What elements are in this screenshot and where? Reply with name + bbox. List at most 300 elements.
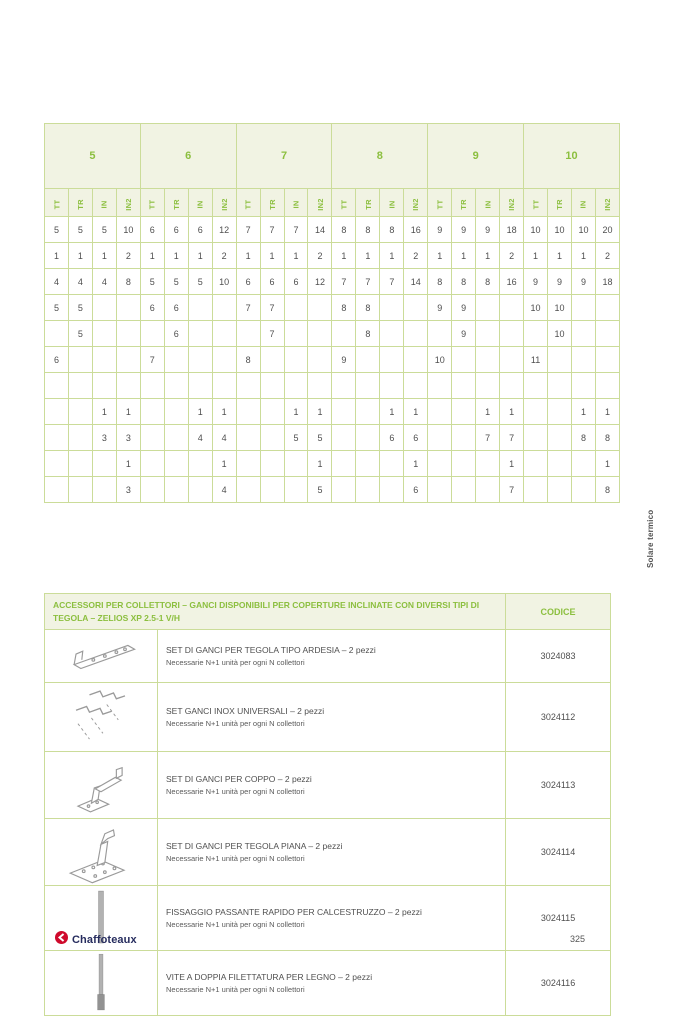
matrix-cell: 6 [45,347,69,373]
matrix-cell: 2 [308,243,332,269]
matrix-group-header: 8 [332,124,428,189]
matrix-cell: 1 [236,243,260,269]
matrix-cell [404,295,428,321]
matrix-cell [548,477,572,503]
matrix-cell [476,451,500,477]
matrix-cell [92,295,116,321]
matrix-cell [140,451,164,477]
matrix-cell [68,477,92,503]
matrix-cell: 1 [500,399,524,425]
matrix-data-row [45,451,620,477]
matrix-cell: 8 [595,425,619,451]
matrix-cell [356,425,380,451]
matrix-subcolumn-header: TR [164,189,188,217]
matrix-cell: 8 [571,425,595,451]
chaffoteaux-logo-icon [55,931,68,949]
matrix-cell: 1 [260,243,284,269]
matrix-subcolumn-header: TR [68,189,92,217]
matrix-cell [380,347,404,373]
matrix-data-row [45,217,620,243]
matrix-cell [476,347,500,373]
matrix-cell: 8 [380,217,404,243]
matrix-cell [548,373,572,399]
matrix-cell: 10 [524,217,548,243]
matrix-cell: 8 [116,269,140,295]
matrix-cell [428,373,452,399]
matrix-cell [524,425,548,451]
matrix-cell [92,451,116,477]
matrix-cell [92,347,116,373]
roof-hook-ardesia-icon [45,630,158,683]
matrix-cell [452,425,476,451]
matrix-subcolumn-header: IN2 [116,189,140,217]
matrix-cell: 1 [476,243,500,269]
hooks-quantity-matrix [44,123,620,503]
matrix-cell: 1 [571,243,595,269]
matrix-cell: 9 [452,295,476,321]
matrix-cell [452,373,476,399]
accessory-description [158,630,506,683]
brand-logo [55,931,137,949]
matrix-cell: 7 [260,295,284,321]
matrix-cell [356,477,380,503]
matrix-cell: 6 [164,321,188,347]
matrix-subcolumn-header: IN [92,189,116,217]
accessory-code: 3024112 [506,683,611,752]
matrix-cell [595,321,619,347]
matrix-cell: 10 [548,217,572,243]
matrix-subcolumn-header: IN2 [404,189,428,217]
matrix-cell: 1 [476,399,500,425]
matrix-cell [284,321,308,347]
accessory-note: Necessarie N+1 unità per ogni N collettori [166,984,305,994]
matrix-cell [548,399,572,425]
hooks-quantity-matrix-section [44,123,620,503]
matrix-cell: 7 [140,347,164,373]
matrix-data-row [45,269,620,295]
matrix-cell: 1 [284,243,308,269]
matrix-cell [571,295,595,321]
matrix-cell [45,425,69,451]
matrix-data-row [45,321,620,347]
matrix-subcolumn-header: IN [571,189,595,217]
matrix-cell [548,425,572,451]
matrix-data-row [45,295,620,321]
matrix-cell: 7 [500,425,524,451]
matrix-subcolumn-header: TT [524,189,548,217]
matrix-cell: 5 [92,217,116,243]
matrix-cell: 16 [500,269,524,295]
matrix-cell [500,347,524,373]
matrix-cell [404,321,428,347]
matrix-cell: 5 [68,321,92,347]
matrix-group-header: 6 [140,124,236,189]
matrix-cell [260,477,284,503]
matrix-cell: 1 [212,451,236,477]
matrix-cell [308,295,332,321]
matrix-cell: 6 [164,295,188,321]
matrix-cell [68,347,92,373]
matrix-cell [595,295,619,321]
matrix-subcolumn-header: TR [356,189,380,217]
matrix-cell [140,321,164,347]
matrix-cell: 9 [452,217,476,243]
matrix-cell [164,425,188,451]
matrix-cell: 1 [188,243,212,269]
section-side-label: Solare termico [646,509,655,568]
matrix-cell [188,451,212,477]
accessory-name: VITE A DOPPIA FILETTATURA PER LEGNO – 2 pezzi [166,972,373,982]
matrix-cell [164,399,188,425]
matrix-cell: 9 [476,217,500,243]
matrix-cell: 7 [236,295,260,321]
accessory-code: 3024113 [506,752,611,819]
matrix-cell [571,347,595,373]
matrix-cell: 1 [452,243,476,269]
accessory-code: 3024115 [506,886,611,951]
matrix-cell [236,425,260,451]
matrix-cell [500,373,524,399]
roof-hook-flat-tile-icon [45,819,158,886]
matrix-subcolumn-header: IN [188,189,212,217]
roof-hook-coppo-icon [45,752,158,819]
matrix-cell: 1 [116,451,140,477]
matrix-cell: 5 [164,269,188,295]
matrix-cell: 4 [92,269,116,295]
matrix-cell: 5 [68,217,92,243]
matrix-subcolumn-header: IN [476,189,500,217]
matrix-cell: 7 [332,269,356,295]
matrix-cell [68,373,92,399]
matrix-cell: 1 [380,243,404,269]
matrix-cell [356,399,380,425]
matrix-cell: 5 [68,295,92,321]
matrix-data-row [45,425,620,451]
matrix-cell [260,373,284,399]
matrix-subcolumn-header: TT [45,189,69,217]
matrix-cell [45,399,69,425]
matrix-cell [92,321,116,347]
matrix-cell: 9 [452,321,476,347]
matrix-data-row [45,399,620,425]
matrix-cell: 1 [308,399,332,425]
matrix-subcolumn-header: TT [140,189,164,217]
matrix-cell [428,321,452,347]
matrix-subcolumn-header: TT [428,189,452,217]
matrix-cell [188,347,212,373]
matrix-cell [68,399,92,425]
matrix-cell [236,321,260,347]
matrix-cell: 10 [212,269,236,295]
matrix-cell: 1 [500,451,524,477]
matrix-cell: 4 [68,269,92,295]
matrix-cell: 9 [571,269,595,295]
matrix-cell: 8 [332,217,356,243]
matrix-cell: 8 [356,321,380,347]
matrix-cell [428,451,452,477]
matrix-cell [116,295,140,321]
matrix-cell: 1 [212,399,236,425]
matrix-cell: 5 [308,425,332,451]
matrix-cell [404,373,428,399]
matrix-cell [571,477,595,503]
matrix-cell [380,373,404,399]
matrix-cell [595,373,619,399]
matrix-cell: 8 [356,295,380,321]
roof-hooks-inox-universal-icon [45,683,158,752]
matrix-cell: 1 [188,399,212,425]
matrix-subcolumn-header: IN2 [595,189,619,217]
matrix-cell [308,347,332,373]
matrix-cell: 6 [236,269,260,295]
accessory-description [158,819,506,886]
matrix-subcolumn-header: TT [236,189,260,217]
matrix-cell [260,425,284,451]
matrix-cell: 1 [428,243,452,269]
matrix-cell [164,347,188,373]
matrix-group-header: 5 [45,124,141,189]
accessory-description [158,886,506,951]
matrix-cell [68,451,92,477]
matrix-cell [428,399,452,425]
matrix-cell: 10 [548,295,572,321]
accessory-note: Necessarie N+1 unità per ogni N collettori [166,718,305,728]
matrix-cell [500,321,524,347]
matrix-cell: 1 [92,243,116,269]
matrix-group-header: 9 [428,124,524,189]
matrix-subcolumn-header: IN [284,189,308,217]
matrix-cell [212,373,236,399]
matrix-cell: 12 [308,269,332,295]
matrix-cell: 9 [428,217,452,243]
accessory-note: Necessarie N+1 unità per ogni N collettori [166,786,305,796]
matrix-cell: 1 [116,399,140,425]
accessory-row [45,951,611,1016]
matrix-cell: 9 [524,269,548,295]
matrix-cell [45,451,69,477]
matrix-cell: 7 [260,321,284,347]
matrix-subcolumn-header: IN2 [308,189,332,217]
matrix-cell [332,399,356,425]
matrix-cell: 10 [428,347,452,373]
matrix-subcolumn-header: IN2 [212,189,236,217]
matrix-subcolumn-header: TT [332,189,356,217]
matrix-cell: 10 [548,321,572,347]
matrix-cell [164,477,188,503]
accessory-note: Necessarie N+1 unità per ogni N collettori [166,919,305,929]
matrix-data-row [45,373,620,399]
matrix-cell [452,451,476,477]
matrix-cell [452,347,476,373]
accessories-header-row [45,594,611,630]
matrix-subheader-row [45,189,620,217]
matrix-cell [140,373,164,399]
matrix-cell: 4 [45,269,69,295]
matrix-cell: 1 [404,399,428,425]
matrix-cell: 8 [332,295,356,321]
accessories-section [44,593,611,1016]
matrix-cell: 5 [188,269,212,295]
accessory-code: 3024116 [506,951,611,1016]
matrix-cell: 5 [284,425,308,451]
matrix-cell: 6 [188,217,212,243]
matrix-cell: 2 [595,243,619,269]
matrix-cell [140,399,164,425]
matrix-cell [476,477,500,503]
matrix-cell: 4 [188,425,212,451]
matrix-cell: 1 [92,399,116,425]
page-number: 325 [570,934,586,944]
matrix-cell: 9 [428,295,452,321]
matrix-cell [116,373,140,399]
matrix-cell [68,425,92,451]
accessory-row [45,630,611,683]
matrix-cell: 2 [404,243,428,269]
matrix-cell: 1 [595,399,619,425]
matrix-cell: 9 [332,347,356,373]
matrix-cell [332,477,356,503]
matrix-cell: 6 [404,477,428,503]
matrix-cell: 7 [260,217,284,243]
matrix-cell: 10 [116,217,140,243]
matrix-cell: 12 [212,217,236,243]
matrix-cell [236,451,260,477]
matrix-cell [164,373,188,399]
matrix-cell: 8 [356,217,380,243]
matrix-cell [452,477,476,503]
matrix-cell: 1 [356,243,380,269]
matrix-cell: 7 [476,425,500,451]
matrix-cell [332,321,356,347]
accessory-row [45,683,611,752]
matrix-cell [116,321,140,347]
accessory-row [45,819,611,886]
matrix-cell [571,373,595,399]
matrix-cell: 8 [476,269,500,295]
matrix-cell [260,451,284,477]
matrix-cell [212,347,236,373]
matrix-cell: 1 [45,243,69,269]
matrix-cell [404,347,428,373]
matrix-cell [428,477,452,503]
matrix-cell: 8 [452,269,476,295]
matrix-data-row [45,347,620,373]
matrix-cell: 14 [404,269,428,295]
matrix-cell: 10 [524,295,548,321]
matrix-cell [524,477,548,503]
matrix-cell [548,451,572,477]
matrix-cell: 8 [595,477,619,503]
matrix-cell [524,399,548,425]
matrix-cell: 6 [260,269,284,295]
matrix-cell: 1 [332,243,356,269]
accessory-note: Necessarie N+1 unità per ogni N collettori [166,853,305,863]
matrix-group-header: 10 [524,124,620,189]
matrix-cell: 5 [45,217,69,243]
matrix-data-row [45,477,620,503]
matrix-cell: 18 [595,269,619,295]
matrix-cell: 1 [140,243,164,269]
matrix-cell: 5 [140,269,164,295]
accessory-description [158,683,506,752]
matrix-group-header-row [45,124,620,189]
matrix-cell [212,295,236,321]
accessories-title: ACCESSORI PER COLLETTORI – GANCI DISPONIBILI PER COPERTURE INCLINATE CON DIVERSI TIPI DI TEGOLA – ZELIOS XP 2.5-1 V/H [45,594,506,630]
matrix-cell [595,347,619,373]
accessory-description [158,752,506,819]
matrix-cell: 4 [212,477,236,503]
matrix-cell [188,373,212,399]
matrix-cell [260,347,284,373]
matrix-cell [284,295,308,321]
matrix-cell: 3 [116,477,140,503]
accessory-code: 3024083 [506,630,611,683]
matrix-cell: 5 [45,295,69,321]
matrix-cell [332,451,356,477]
accessory-name: SET GANCI INOX UNIVERSALI – 2 pezzi [166,706,325,716]
matrix-cell: 8 [236,347,260,373]
matrix-cell: 3 [116,425,140,451]
matrix-cell: 1 [595,451,619,477]
matrix-cell: 1 [308,451,332,477]
matrix-cell: 7 [236,217,260,243]
matrix-cell [476,373,500,399]
matrix-cell: 10 [571,217,595,243]
matrix-cell [236,477,260,503]
matrix-cell [476,295,500,321]
matrix-cell [356,373,380,399]
matrix-cell [284,373,308,399]
matrix-cell [500,295,524,321]
matrix-cell [308,373,332,399]
matrix-cell [524,321,548,347]
matrix-cell [308,321,332,347]
matrix-cell [212,321,236,347]
matrix-cell: 14 [308,217,332,243]
matrix-cell: 8 [428,269,452,295]
matrix-cell: 9 [548,269,572,295]
accessory-code: 3024114 [506,819,611,886]
matrix-cell: 1 [404,451,428,477]
matrix-cell: 6 [140,295,164,321]
matrix-cell [188,321,212,347]
matrix-cell: 1 [284,399,308,425]
matrix-cell [524,451,548,477]
matrix-cell [356,451,380,477]
matrix-cell [380,321,404,347]
matrix-cell [332,373,356,399]
matrix-cell [140,477,164,503]
matrix-data-row [45,243,620,269]
matrix-cell [380,451,404,477]
matrix-cell: 6 [164,217,188,243]
matrix-subcolumn-header: IN2 [500,189,524,217]
matrix-cell [476,321,500,347]
matrix-cell: 3 [92,425,116,451]
matrix-subcolumn-header: TR [548,189,572,217]
matrix-cell [284,347,308,373]
matrix-cell: 6 [380,425,404,451]
code-column-header: CODICE [506,594,611,630]
accessories-table [44,593,611,1016]
accessory-name: SET DI GANCI PER TEGOLA PIANA – 2 pezzi [166,841,343,851]
matrix-cell: 20 [595,217,619,243]
matrix-cell: 7 [284,217,308,243]
matrix-subcolumn-header: IN [380,189,404,217]
matrix-cell [116,347,140,373]
matrix-cell [45,321,69,347]
matrix-cell: 1 [524,243,548,269]
